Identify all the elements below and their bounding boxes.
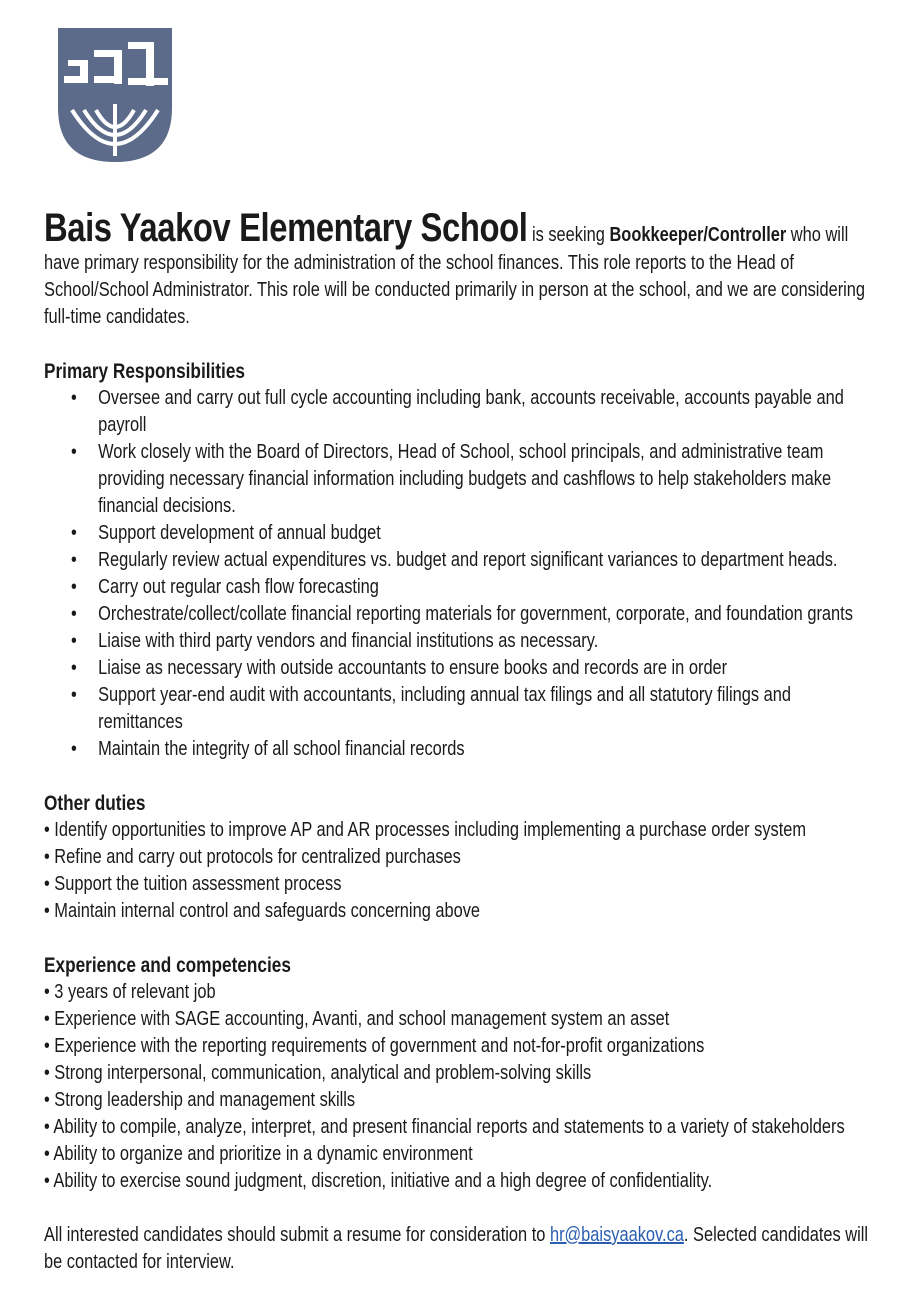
other-duties-section <box>44 790 874 925</box>
email-link[interactable]: hr@baisyaakov.ca <box>549 1224 684 1246</box>
list-item: • 3 years of relevant job <box>44 981 216 1003</box>
list-item: • Oversee and carry out full cycle accounting including bank, accounts receivable, accounts payable and payroll <box>98 385 874 439</box>
list-item: • Support the tuition assessment process <box>44 873 342 895</box>
list-item: • Refine and carry out protocols for centralized purchases <box>44 846 461 868</box>
list-item: • Ability to compile, analyze, interpret, and present financial reports and statements to a variety of stakeholders <box>44 1116 845 1138</box>
list-item: • Strong leadership and management skills <box>44 1089 356 1111</box>
school-crest-logo <box>58 28 172 162</box>
list-item: • Experience with the reporting requirements of government and not-for-profit organizations <box>44 1035 705 1057</box>
list-item: • Regularly review actual expenditures vs. budget and report significant variances to department heads. <box>98 547 874 574</box>
experience-section <box>44 952 874 1195</box>
intro-rest: who will have primary responsibility for the administration of the school finances. This role reports to the Head of School/School Administrator. This role will be conducted primarily in person at the school, and we are considering full-time candidates. <box>44 224 866 328</box>
list-item: • Liaise as necessary with outside accountants to ensure books and records are in order <box>98 655 874 682</box>
other-heading: Other duties <box>44 792 146 815</box>
list-item: • Orchestrate/collect/collate financial reporting materials for government, corporate, and foundation grants <box>98 601 874 628</box>
experience-heading: Experience and competencies <box>44 954 291 977</box>
list-item: • Identify opportunities to improve AP and AR processes including implementing a purchase order system <box>44 819 807 841</box>
other-list <box>44 817 874 925</box>
list-item: • Support development of annual budget <box>98 520 874 547</box>
list-item: • Work closely with the Board of Directors, Head of School, school principals, and administrative team providing necessary financial information including budgets and cashflows to help stakeholders make financial decisions. <box>98 439 874 520</box>
list-item: • Maintain internal control and safeguards concerning above <box>44 900 481 922</box>
footer-after: . Selected candidates will be contacted for interview. <box>44 1224 869 1273</box>
school-name: Bais Yaakov Elementary School <box>44 206 528 250</box>
list-item: • Experience with SAGE accounting, Avanti, and school management system an asset <box>44 1008 670 1030</box>
job-posting <box>44 206 874 1296</box>
primary-heading: Primary Responsibilities <box>44 360 245 383</box>
list-item: • Strong interpersonal, communication, analytical and problem-solving skills <box>44 1062 592 1084</box>
primary-responsibilities-section <box>44 358 874 763</box>
role-title: Bookkeeper/Controller <box>609 224 787 246</box>
list-item: • Maintain the integrity of all school financial records <box>98 736 874 763</box>
footer-before: All interested candidates should submit a resume for consideration to <box>44 1224 550 1246</box>
intro-paragraph <box>44 206 874 331</box>
intro-seeking: is seeking <box>527 224 610 246</box>
list-item: • Ability to exercise sound judgment, discretion, initiative and a high degree of confidentiality. <box>44 1170 713 1192</box>
primary-list <box>44 385 874 763</box>
experience-list <box>44 979 874 1195</box>
list-item: • Support year-end audit with accountants, including annual tax filings and all statutory filings and remittances <box>98 682 874 736</box>
list-item: • Liaise with third party vendors and financial institutions as necessary. <box>98 628 874 655</box>
footer-paragraph <box>44 1222 874 1276</box>
list-item: • Carry out regular cash flow forecasting <box>98 574 874 601</box>
list-item: • Ability to organize and prioritize in a dynamic environment <box>44 1143 473 1165</box>
